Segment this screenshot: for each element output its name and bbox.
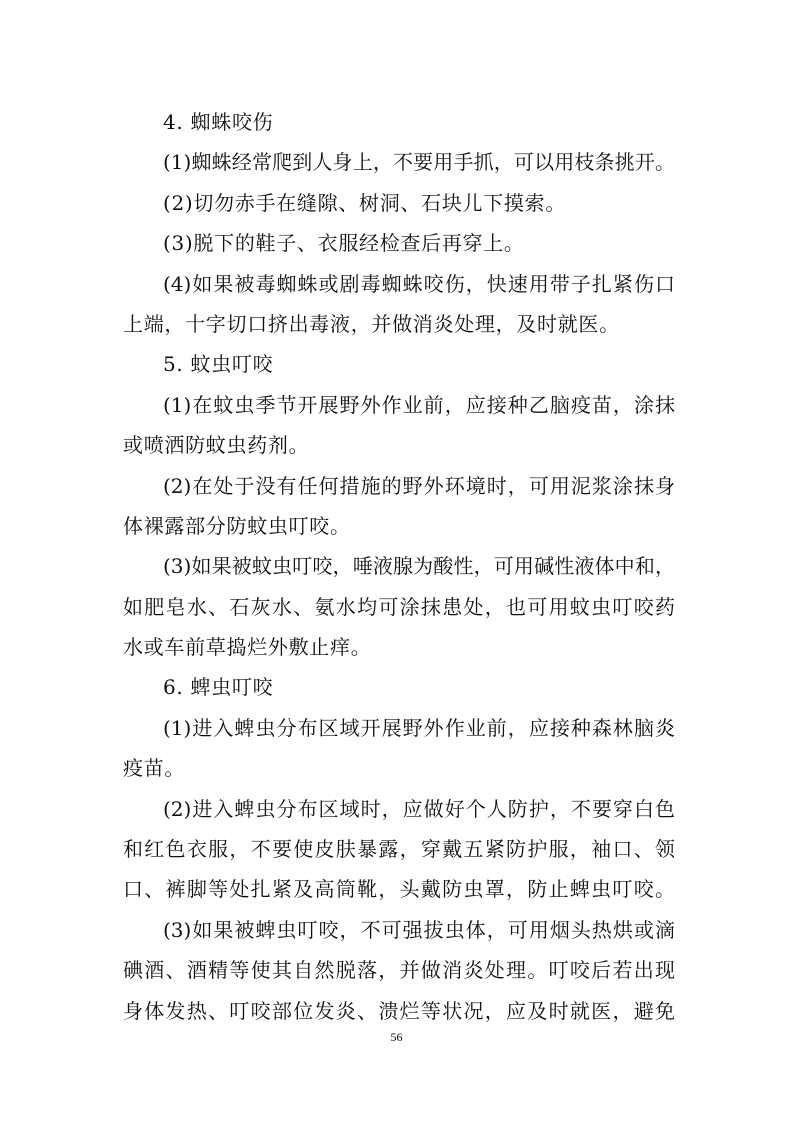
paragraph-line: 疫苗。 bbox=[123, 756, 186, 781]
paragraph-line: (2)进入蜱虫分布区域时，应做好个人防护，不要穿白色 bbox=[163, 796, 675, 821]
paragraph-line: 身体发热、叮咬部位发炎、溃烂等状况，应及时就医，避免 bbox=[123, 998, 675, 1023]
paragraph-line: 或喷洒防蚊虫药剂。 bbox=[123, 433, 310, 458]
paragraph-line: (1)进入蜱虫分布区域开展野外作业前，应接种森林脑炎 bbox=[163, 715, 675, 740]
paragraph-line: 碘酒、酒精等使其自然脱落，并做消炎处理。叮咬后若出现 bbox=[123, 958, 675, 983]
paragraph-line: 和红色衣服，不要使皮肤暴露，穿戴五紧防护服，袖口、领 bbox=[123, 837, 675, 862]
paragraph-line: 口、裤脚等处扎紧及高筒靴，头戴防虫罩，防止蜱虫叮咬。 bbox=[123, 877, 675, 902]
paragraph-line: (4)如果被毒蜘蛛或剧毒蜘蛛咬伤，快速用带子扎紧伤口 bbox=[163, 271, 675, 296]
paragraph-line: (2)在处于没有任何措施的野外环境时，可用泥浆涂抹身 bbox=[163, 473, 675, 498]
paragraph-line: (3)如果被蜱虫叮咬，不可强拔虫体，可用烟头热烘或滴 bbox=[163, 917, 675, 942]
page-body bbox=[123, 102, 675, 1031]
paragraph-line: (3)脱下的鞋子、衣服经检查后再穿上。 bbox=[163, 231, 525, 256]
paragraph-line: (1)蜘蛛经常爬到人身上，不要用手抓，可以用枝条挑开。 bbox=[163, 150, 675, 175]
paragraph-line: 上端，十字切口挤出毒液，并做消炎处理，及时就医。 bbox=[123, 311, 620, 336]
section-heading: 4. 蜘蛛咬伤 bbox=[163, 110, 274, 134]
page-number: 56 bbox=[390, 1030, 403, 1044]
paragraph-line: 水或车前草捣烂外敷止痒。 bbox=[123, 635, 372, 660]
paragraph-line: 体裸露部分防蚊虫叮咬。 bbox=[123, 513, 351, 538]
paragraph-line: (2)切勿赤手在缝隙、树洞、石块儿下摸索。 bbox=[163, 190, 567, 215]
paragraph-line: (3)如果被蚊虫叮咬，唾液腺为酸性，可用碱性液体中和， bbox=[163, 554, 675, 579]
paragraph-line: 如肥皂水、石灰水、氨水均可涂抹患处，也可用蚊虫叮咬药 bbox=[123, 594, 675, 619]
section-heading: 5. 蚊虫叮咬 bbox=[163, 352, 274, 377]
paragraph-line: (1)在蚊虫季节开展野外作业前，应接种乙脑疫苗，涂抹 bbox=[163, 392, 675, 417]
section-heading: 6. 蜱虫叮咬 bbox=[163, 675, 274, 700]
